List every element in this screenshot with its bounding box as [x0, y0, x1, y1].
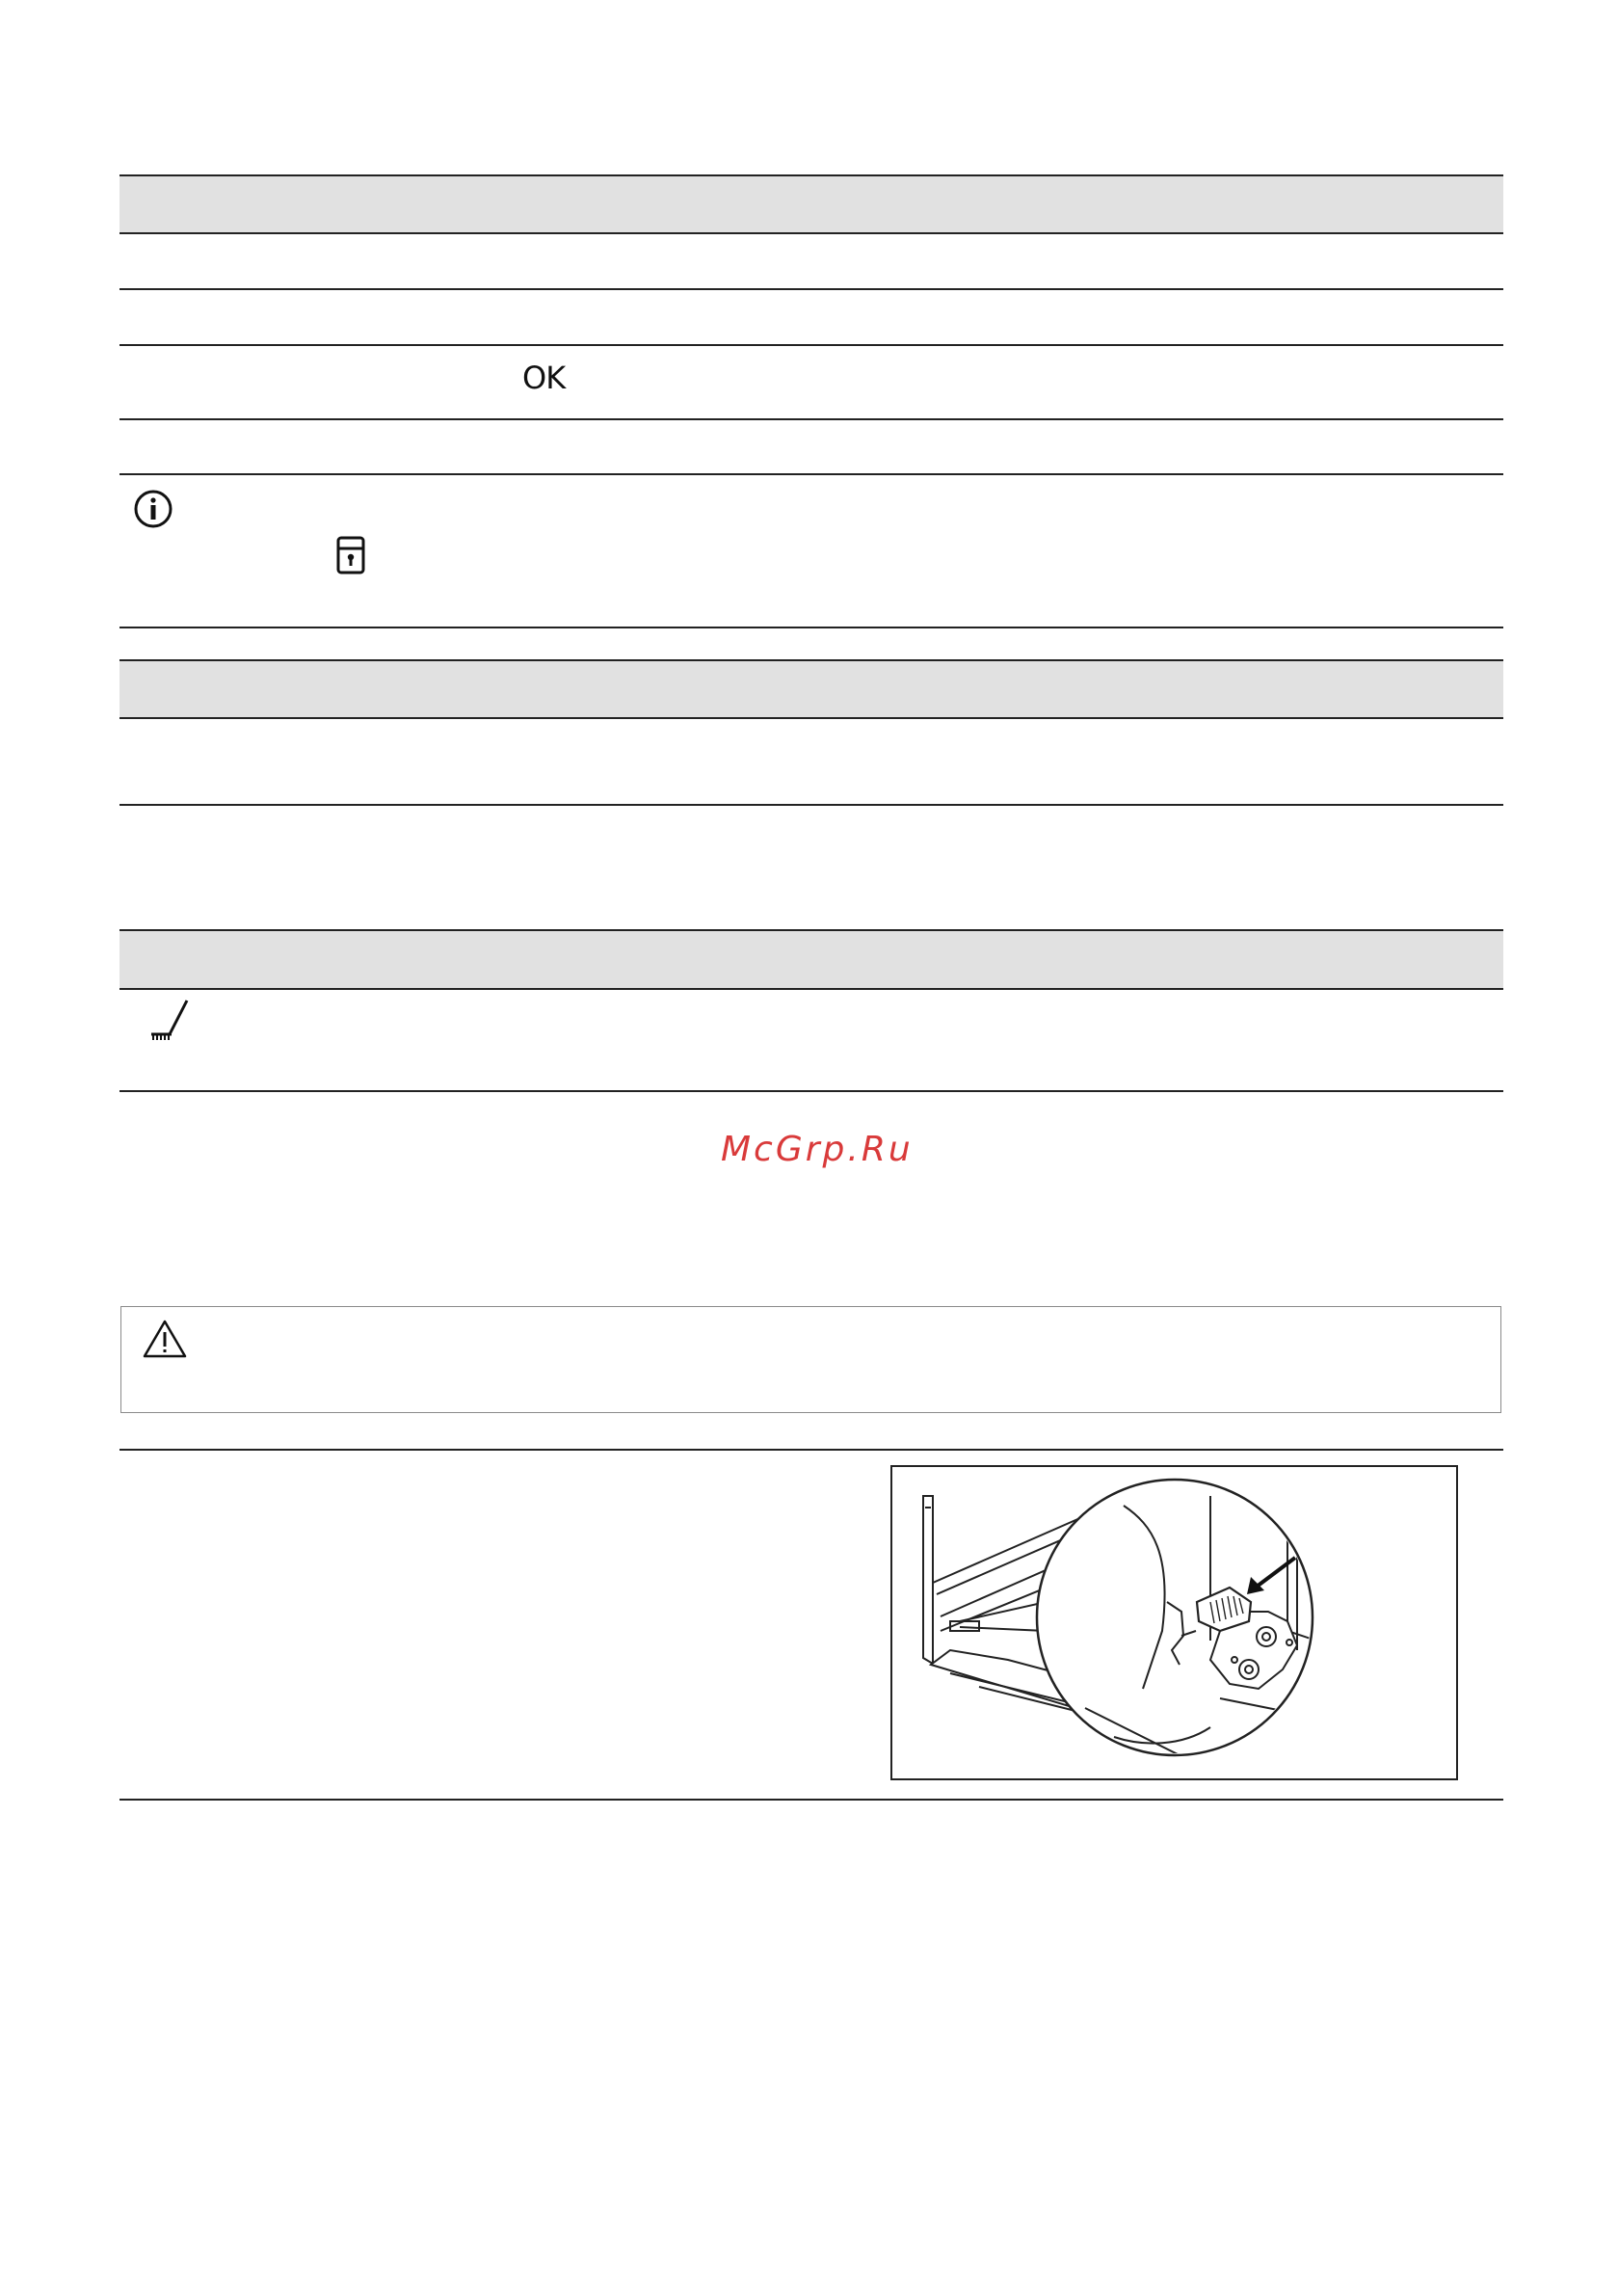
- table2-bottom-rule: [119, 804, 1503, 806]
- table3-header-rule: [119, 988, 1503, 990]
- watermark: McGrp.Ru: [721, 1130, 914, 1169]
- procedure-bottom-rule: [119, 1799, 1503, 1801]
- table3-top-rule: [119, 929, 1503, 931]
- table1-header-rule: [119, 232, 1503, 234]
- table2-header: [119, 660, 1503, 717]
- ok-button-symbol: OK: [522, 360, 566, 396]
- table2-top-rule: [119, 659, 1503, 661]
- table1-row-rule-3: [119, 418, 1503, 420]
- table3-header: [119, 930, 1503, 988]
- table1-row-rule-4: [119, 473, 1503, 475]
- table3-bottom-rule: [119, 1090, 1503, 1092]
- table1-row-rule-1: [119, 288, 1503, 290]
- info-circle-icon: [133, 489, 173, 529]
- brush-cleaning-icon: [146, 998, 191, 1042]
- table1-bottom-rule: [119, 627, 1503, 628]
- door-lock-icon: [335, 535, 366, 575]
- hinge-illustration: [890, 1465, 1458, 1780]
- table1-top-rule: [119, 174, 1503, 176]
- warning-box: [120, 1306, 1501, 1413]
- table2-header-rule: [119, 717, 1503, 719]
- warning-triangle-icon: [141, 1318, 189, 1360]
- table1-header: [119, 175, 1503, 232]
- procedure-top-rule: [119, 1449, 1503, 1451]
- table1-row-rule-2: [119, 344, 1503, 346]
